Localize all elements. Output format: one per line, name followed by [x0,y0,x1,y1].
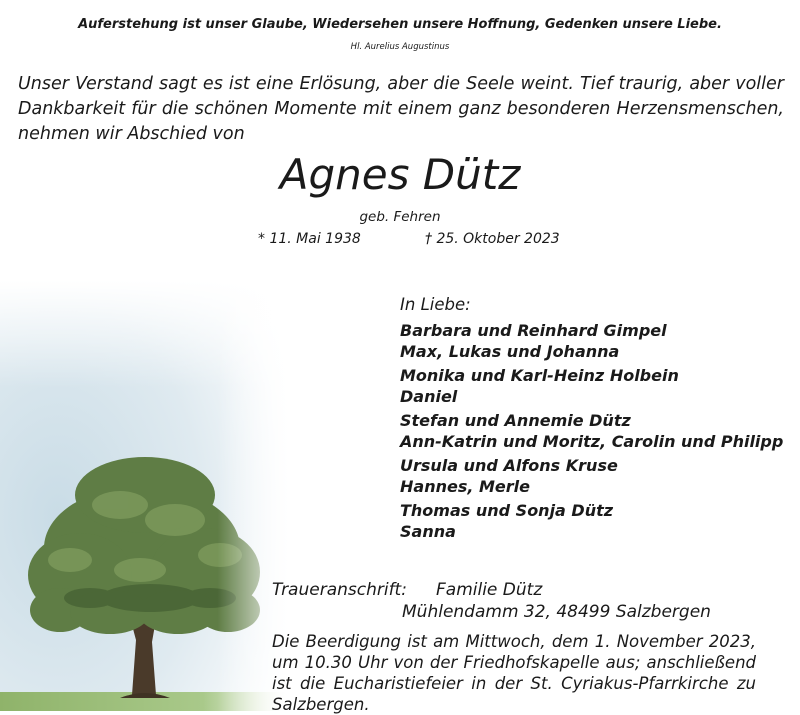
motto-quote: Auferstehung ist unser Glaube, Wiedersehen unsere Hoffnung, Gedenken unsere Liebe. [78,17,722,32]
address-name: Familie Dütz [436,580,543,600]
mourners-heading: In Liebe: [400,295,471,314]
birth-date: * 11. Mai 1938 [258,231,361,247]
list-item [400,320,783,362]
family-line-primary: Ursula und Alfons Kruse [400,456,618,475]
list-item [400,500,783,542]
list-item [400,410,783,452]
funeral-details: Die Beerdigung ist am Mittwoch, dem 1. November 2023, um 10.30 Uhr von der Friedhofskapelle aus; anschließend ist die Eucharistiefeier in der St. Cyriakus-Pfarrkirche zu Salzbergen. [272,632,756,714]
list-item [400,365,783,407]
address-label: Traueranschrift: [272,580,407,600]
list-item [400,455,783,497]
family-line-primary: Stefan und Annemie Dütz [400,411,631,430]
family-line-secondary: Ann-Katrin und Moritz, Carolin und Philipp [400,432,784,451]
death-date: † 25. Oktober 2023 [425,231,560,247]
family-line-primary: Monika und Karl-Heinz Holbein [400,366,679,385]
family-line-primary: Thomas und Sonja Dütz [400,501,614,520]
tree-icon [0,280,290,711]
deceased-name: Agnes Dütz [279,150,521,199]
family-line-secondary: Daniel [400,387,458,406]
motto-source: Hl. Aurelius Augustinus [350,42,450,52]
family-line-primary: Barbara und Reinhard Gimpel [400,321,667,340]
address-street: Mühlendamm 32, 48499 Salzbergen [402,602,711,622]
family-line-secondary: Sanna [400,522,456,541]
family-line-secondary: Max, Lukas und Johanna [400,342,620,361]
mourners-list [400,320,783,545]
family-line-secondary: Hannes, Merle [400,477,530,496]
maiden-name: geb. Fehren [359,209,441,225]
intro-text: Unser Verstand sagt es ist eine Erlösung, aber die Seele weint. Tief traurig, aber voller Dankbarkeit für die schönen Momente mit einem ganz besonderen Herzensmenschen, nehmen wir Abschied von [18,74,784,144]
